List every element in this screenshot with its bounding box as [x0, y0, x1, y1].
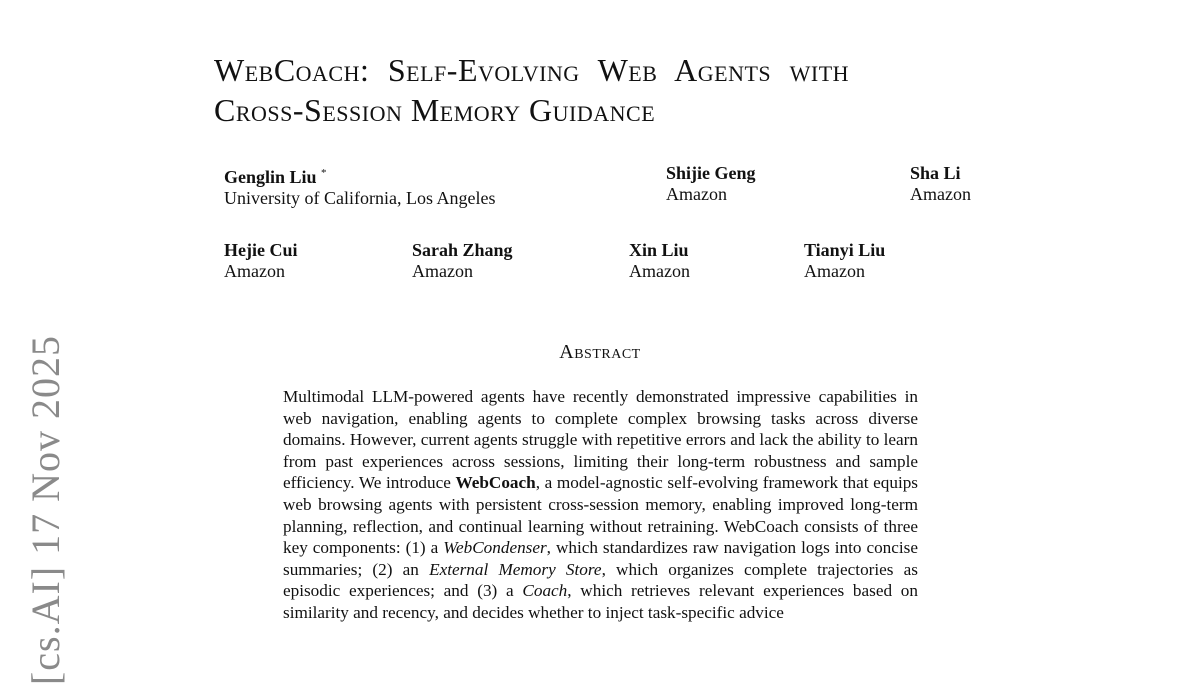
- title-line-2: Cross-Session Memory Guidance: [214, 92, 656, 128]
- author-affiliation: Amazon: [629, 261, 690, 281]
- abstract-paragraph: Multimodal LLM-powered agents have recently demonstrated impressive capabilities in web navigation, enabling agents to complete complex browsing tasks across diverse domains. However, current agents struggle with repetitive errors and lack the ability to learn from past experiences across sessions, limiting their long-term robustness and sample efficiency. We introduce WebCoach, a model-agnostic self-evolving framework that equips web browsing agents with persistent cross-session memory, enabling improved long-term planning, reflection, and continual learning without retraining. WebCoach consists of three key components: (1) a WebCondenser, which standardizes raw navigation logs into concise summaries; (2) an External Memory Store, which organizes complete trajectories as episodic experiences; and (3) a Coach, which retrieves relevant experiences based on similarity and recency, and decides whether to inject task-specific advice: [283, 387, 918, 622]
- abstract-heading: Abstract: [559, 341, 641, 363]
- title-line-1: WebCoach: Self-Evolving Web Agents with: [214, 52, 850, 88]
- author-name: Tianyi Liu: [804, 240, 886, 260]
- paper-title: [214, 50, 994, 130]
- component-name: External Memory Store: [429, 559, 602, 579]
- author-block-genglin-liu: [224, 163, 495, 209]
- author-name: Genglin Liu *: [224, 167, 327, 187]
- author-block-sarah-zhang: [412, 240, 513, 282]
- author-block-shijie-geng: [666, 163, 756, 205]
- component-name: WebCondenser: [443, 538, 547, 558]
- author-block-sha-li: [910, 163, 971, 205]
- author-affiliation: Amazon: [804, 261, 865, 281]
- author-block-xin-liu: [629, 240, 690, 282]
- corresponding-author-mark: *: [321, 167, 327, 179]
- author-affiliation: Amazon: [412, 261, 473, 281]
- author-name: Sarah Zhang: [412, 240, 513, 260]
- author-name: Sha Li: [910, 163, 961, 183]
- author-affiliation: Amazon: [910, 184, 971, 204]
- author-name: Hejie Cui: [224, 240, 298, 260]
- author-affiliation: Amazon: [666, 184, 727, 204]
- author-affiliation: University of California, Los Angeles: [224, 188, 496, 208]
- author-block-hejie-cui: [224, 240, 298, 282]
- framework-name: WebCoach: [455, 473, 536, 493]
- component-name: Coach: [522, 581, 568, 601]
- author-affiliation: Amazon: [224, 261, 285, 281]
- arxiv-identifier-stamp: [cs.AI] 17 Nov 2025: [23, 335, 68, 685]
- author-name: Xin Liu: [629, 240, 689, 260]
- author-name: Shijie Geng: [666, 163, 756, 183]
- abstract-body: [283, 386, 918, 624]
- author-block-tianyi-liu: [804, 240, 885, 282]
